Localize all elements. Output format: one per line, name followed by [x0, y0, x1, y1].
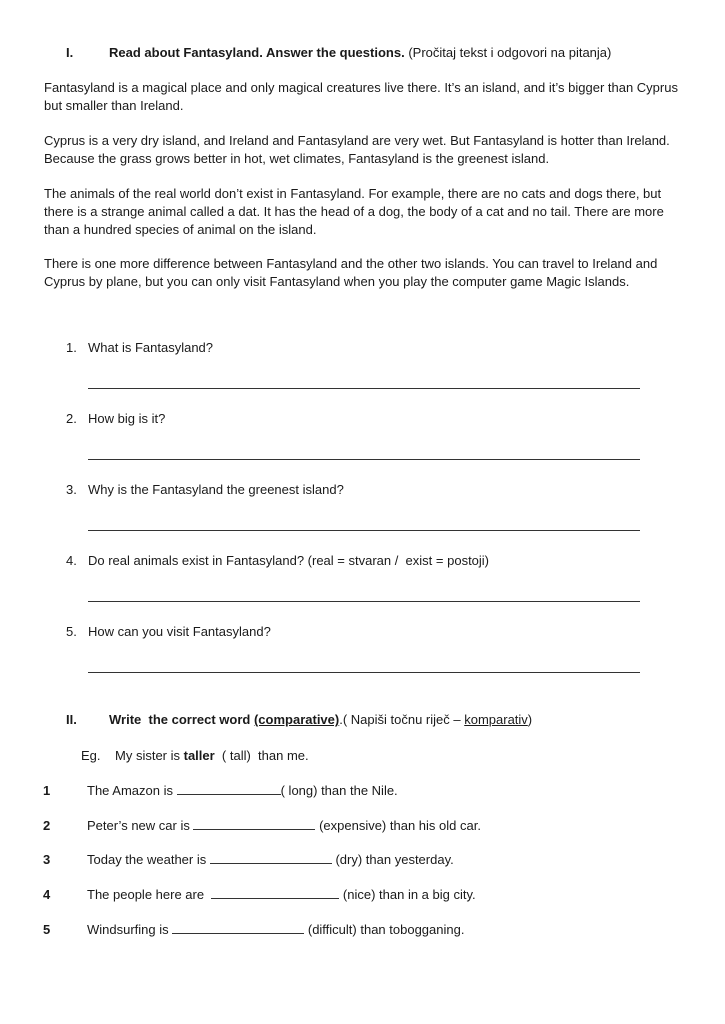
answer-line-5[interactable] [88, 672, 640, 673]
section1-numeral: I. [66, 45, 74, 60]
exercise-1-number: 1 [43, 783, 51, 798]
example-label: Eg. [81, 748, 101, 763]
exercise-1-before: The Amazon is [87, 783, 177, 798]
exercise-3-before: Today the weather is [87, 852, 210, 867]
paragraph-3: The animals of the real world don’t exist in Fantasyland. For example, there are no cats and dogs there, but there is a strange animal called a dat. It has the head of a dog, the body of a cat and no tail. There are more than a hundred species of animal on the island. [44, 186, 664, 237]
paragraph-1: Fantasyland is a magical place and only magical creatures live there. It’s an island, and it’s bigger than Cyprus but smaller than Ireland. [44, 80, 678, 113]
exercise-5-before: Windsurfing is [87, 922, 173, 937]
question-3-number: 3. [66, 482, 77, 497]
exercise-3 [87, 852, 454, 867]
question-5-text: How can you visit Fantasyland? [88, 624, 271, 639]
question-2-number: 2. [66, 411, 77, 426]
exercise-2-blank[interactable] [193, 818, 315, 830]
example-sentence [115, 748, 309, 763]
exercise-2-before: Peter’s new car is [87, 818, 194, 833]
exercise-4-blank[interactable] [211, 887, 339, 899]
exercise-3-after: (dry) than yesterday. [331, 852, 454, 867]
exercise-3-number: 3 [43, 852, 51, 867]
exercise-5-number: 5 [43, 922, 51, 937]
exercise-2-after: (expensive) than his old car. [315, 818, 481, 833]
question-5-number: 5. [66, 624, 77, 639]
exercise-4-before: The people here are [87, 887, 212, 902]
example-before: My sister is [115, 748, 184, 763]
exercise-5-after: (difficult) than tobogganing. [304, 922, 465, 937]
section2-heading [109, 712, 532, 727]
exercise-5-blank[interactable] [172, 922, 304, 934]
answer-line-3[interactable] [88, 530, 640, 531]
exercise-5 [87, 922, 464, 937]
section1-title: Read about Fantasyland. Answer the questions. [109, 45, 405, 60]
question-3-text: Why is the Fantasyland the greenest island? [88, 482, 344, 497]
question-1-text: What is Fantasyland? [88, 340, 214, 355]
answer-line-1[interactable] [88, 388, 640, 389]
exercise-4-number: 4 [43, 887, 51, 902]
section2-subtitle-underlined: komparativ [464, 712, 528, 727]
question-2-text: How big is it? [88, 411, 166, 426]
section2-title-underlined: (comparative) [253, 712, 340, 727]
section2-subtitle-end: ) [527, 712, 533, 727]
question-4-text: Do real animals exist in Fantasyland? (real = stvaran / exist = postoji) [88, 553, 490, 568]
example-after: ( tall) than me. [214, 748, 309, 763]
exercise-2 [87, 818, 481, 833]
question-1-number: 1. [66, 340, 77, 355]
section2-subtitle: .( Napiši točnu riječ – [339, 712, 465, 727]
answer-line-2[interactable] [88, 459, 640, 460]
question-4-number: 4. [66, 553, 77, 568]
exercise-2-number: 2 [43, 818, 51, 833]
exercise-1-after: ( long) than the Nile. [280, 783, 398, 798]
exercise-1-blank[interactable] [177, 783, 281, 795]
answer-line-4[interactable] [88, 601, 640, 602]
example-answer: taller [183, 748, 215, 763]
section2-title: Write the correct word [109, 712, 254, 727]
exercise-1 [87, 783, 398, 798]
section1-subtitle: (Pročitaj tekst i odgovori na pitanja) [408, 45, 612, 60]
paragraph-2: Cyprus is a very dry island, and Ireland and Fantasyland are very wet. But Fantasyland is hotter than Ireland. Because the grass grows better in hot, wet climates, Fantasyland is the greenest island. [44, 133, 670, 166]
exercise-3-blank[interactable] [210, 852, 332, 864]
section2-numeral: II. [66, 712, 77, 727]
exercise-4 [87, 887, 476, 902]
paragraph-4: There is one more difference between Fantasyland and the other two islands. You can travel to Ireland and Cyprus by plane, but you can only visit Fantasyland when you play the computer game Magic Islands. [44, 256, 658, 289]
exercise-4-after: (nice) than in a big city. [339, 887, 476, 902]
